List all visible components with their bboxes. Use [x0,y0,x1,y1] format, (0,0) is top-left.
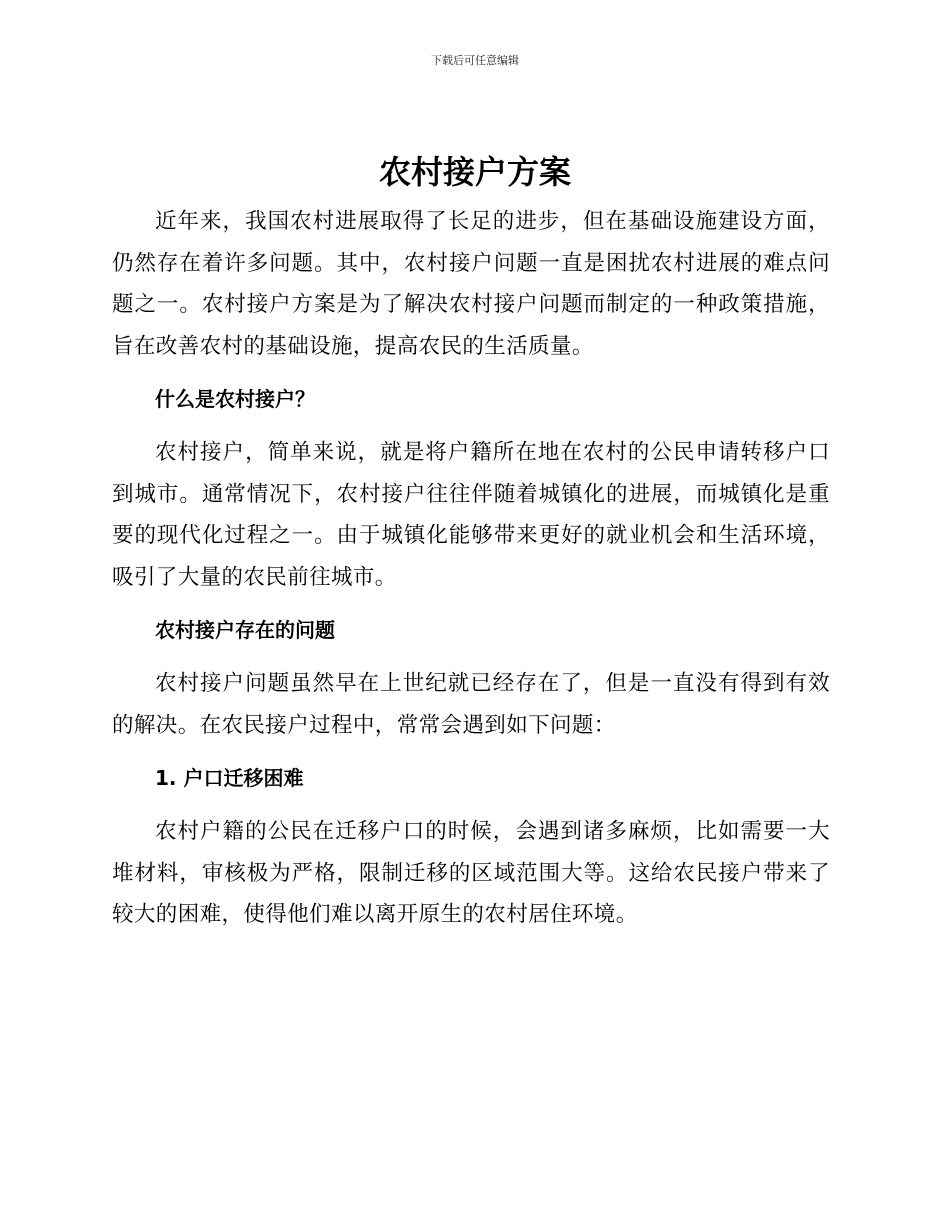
spacer [112,598,830,610]
section-paragraph-problems: 农村接户问题虽然早在上世纪就已经存在了，但是一直没有得到有效的解决。在农民接户过程中，常常会遇到如下问题： [112,671,830,738]
section-paragraph-what-is: 农村接户，简单来说，就是将户籍所在地在农村的公民申请转移户口到城市。通常情况下，农村接户往往伴随着城镇化的进展，而城镇化是重要的现代化过程之一。由于城镇化能够带来更好的就业机会和生活环境，吸引了大量的农民前往城市。 [112,440,830,590]
spacer [112,746,830,758]
section-heading-what-is: 什么是农村接户？ [155,387,315,411]
document-body [112,201,830,936]
spacer [112,650,830,663]
spacer [112,798,830,811]
section-heading-hukou-migration: 1. 户口迁移困难 [155,766,304,790]
intro-paragraph: 近年来，我国农村进展取得了长足的进步，但在基础设施建设方面，仍然存在着许多问题。其中，农村接户问题一直是困扰农村进展的难点问题之一。农村接户方案是为了解决农村接户问题而制定的一种政策措施，旨在改善农村的基础设施，提高农民的生活质量。 [112,209,830,359]
section-heading-problems: 农村接户存在的问题 [155,618,335,642]
spacer [112,419,830,432]
spacer [112,367,830,379]
page-header-note: 下载后可任意编辑 [431,54,519,67]
document-title: 农村接户方案 [378,153,571,191]
section-paragraph-hukou-migration: 农村户籍的公民在迁移户口的时候，会遇到诸多麻烦，比如需要一大堆材料，审核极为严格，限制迁移的区域范围大等。这给农民接户带来了较大的困难，使得他们难以离开原生的农村居住环境。 [112,819,830,927]
